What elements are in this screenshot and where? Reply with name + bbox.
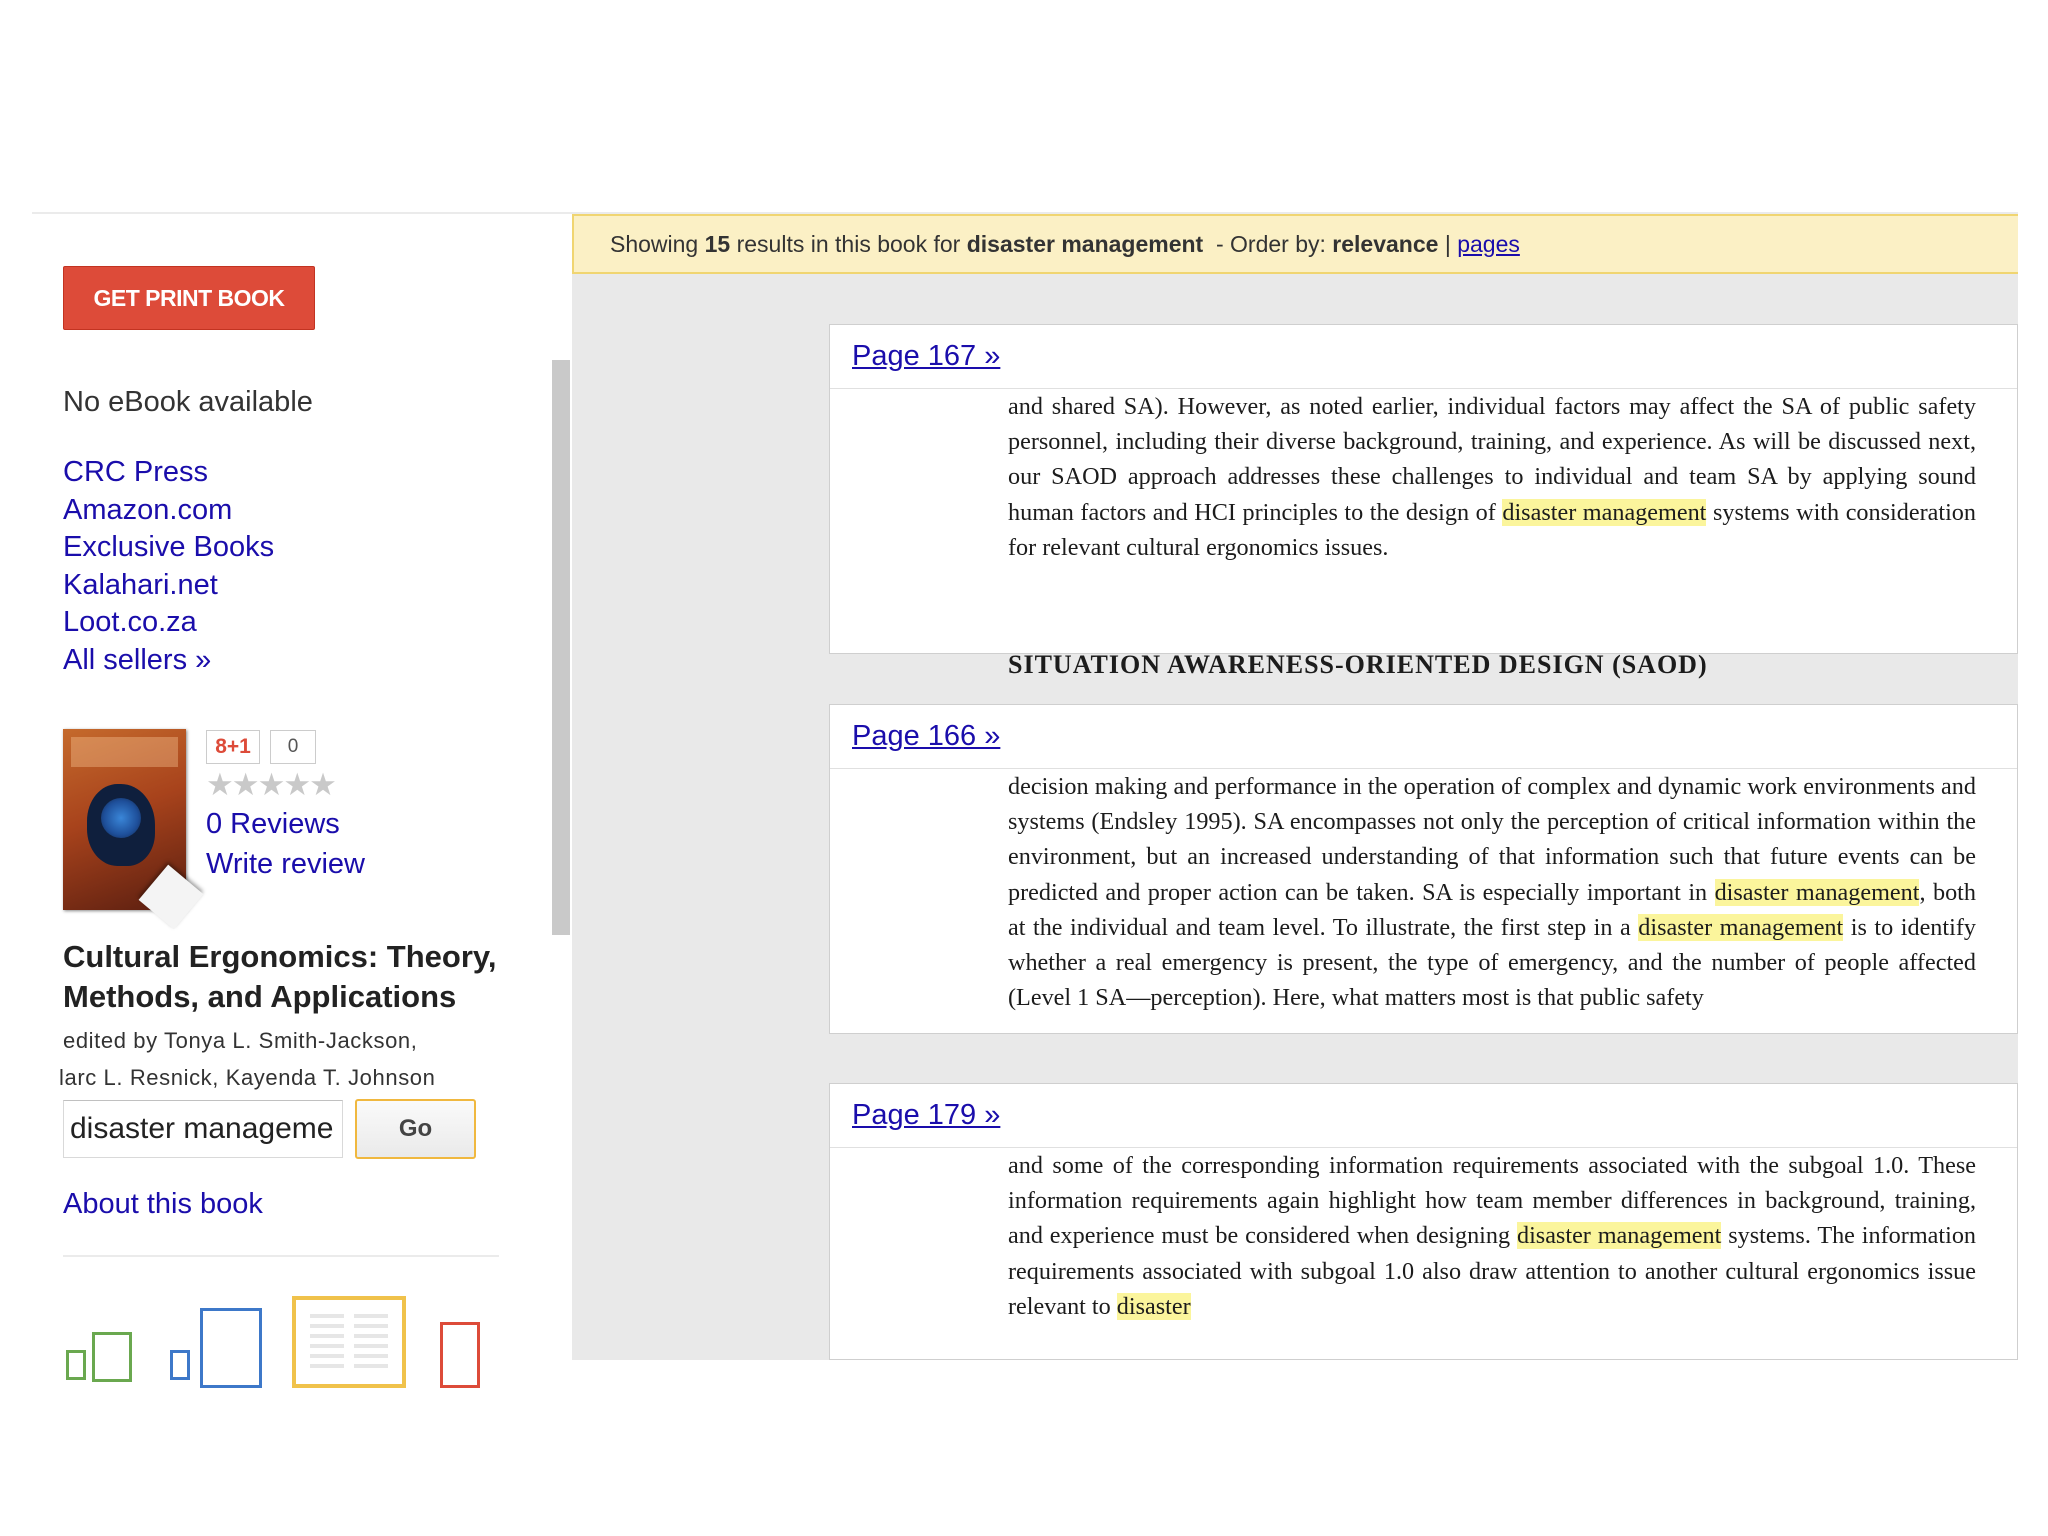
go-button[interactable]: Go — [355, 1099, 476, 1159]
google-plus-one-button[interactable]: 8+1 — [206, 730, 260, 764]
book-cover-image[interactable] — [63, 729, 186, 910]
search-in-book-input[interactable] — [63, 1100, 343, 1158]
seller-link-exclusive-books[interactable]: Exclusive Books — [63, 531, 275, 563]
about-this-book-link[interactable]: About this book — [63, 1188, 263, 1220]
reviews-link[interactable]: 0 Reviews — [206, 808, 340, 840]
results-count: 15 — [704, 230, 731, 257]
highlighted-term: disaster management — [1714, 878, 1920, 906]
seller-list — [63, 454, 274, 679]
order-separator: | — [1444, 230, 1451, 257]
page-curl — [139, 865, 204, 930]
result-item — [829, 704, 2018, 1034]
no-ebook-label: No eBook available — [63, 386, 313, 418]
highlighted-term: disaster management — [1502, 498, 1707, 526]
view-option-icon[interactable] — [92, 1332, 132, 1382]
snippet-text: and shared SA). However, as noted earlier, individual factors may affect the SA of public safety personnel, including their diverse background, training, and experience. As will be discussed next, our SAOD approach addresses these challenges to individual and team SA by applying sound human factors and HCI principles to the design of — [1008, 393, 1976, 526]
results-middle-text: results in this book for — [736, 230, 961, 257]
order-by-pages-link[interactable]: pages — [1457, 230, 1520, 257]
search-query: disaster management — [966, 230, 1204, 257]
order-label: - Order by: — [1215, 230, 1326, 257]
plus-one-count: 0 — [270, 730, 316, 764]
order-relevance: relevance — [1332, 230, 1439, 257]
book-editors — [59, 1022, 583, 1096]
snippet-text: , both at the individual and team level. To illustrate, the first step in a — [1008, 878, 1976, 941]
snippet-text: and some of the corresponding information requirements associated with the subgoal 1.0. These information requirements again highlight how team member differences in background, training, and experience must be considered when designing — [1008, 1152, 1976, 1250]
write-review-link[interactable]: Write review — [206, 848, 365, 880]
seller-link-loot[interactable]: Loot.co.za — [63, 606, 197, 638]
seller-link-kalahari[interactable]: Kalahari.net — [63, 568, 218, 601]
result-item — [829, 324, 2018, 679]
seller-link-crc-press[interactable]: CRC Press — [63, 456, 209, 488]
section-heading-cut: SITUATION AWARENESS-ORIENTED DESIGN (SAOD) — [1008, 650, 1708, 679]
page-link[interactable]: Page 179 » — [852, 1099, 1001, 1131]
highlighted-term: disaster management — [1516, 1222, 1722, 1250]
result-header — [830, 705, 2017, 769]
result-header — [830, 325, 2017, 389]
star-rating: ★★★★★ — [206, 767, 335, 802]
thumbnail-view-icon[interactable] — [440, 1322, 480, 1388]
page-link[interactable]: Page 167 » — [852, 340, 1001, 372]
search-results-panel — [572, 214, 2018, 1360]
seller-link-amazon[interactable]: Amazon.com — [63, 493, 233, 526]
sidebar-scrollbar[interactable] — [552, 360, 570, 935]
book-title: Cultural Ergonomics: Theory, Methods, and Applications — [63, 939, 497, 1014]
result-snippet — [1008, 389, 1976, 565]
two-page-view-icon[interactable] — [292, 1296, 406, 1388]
all-sellers-link[interactable]: All sellers » — [63, 643, 212, 676]
get-print-book-button[interactable]: GET PRINT BOOK — [63, 266, 315, 330]
snippet-text: decision making and performance in the operation of complex and dynamic work environments and systems (Endsley 1995). SA encompasses not only the perception of critical information within the environment, but an increased understanding of that information such that future events can be predicted and proper action can be taken. SA is especially important in — [1008, 773, 1976, 906]
result-header — [830, 1084, 2017, 1148]
editors-line-1: edited by Tonya L. Smith-Jackson, — [63, 1028, 418, 1053]
highlighted-term: disaster — [1116, 1292, 1191, 1320]
results-summary-bar — [572, 214, 2018, 274]
results-prefix: Showing — [610, 230, 699, 257]
view-option-icon-small — [170, 1350, 190, 1380]
result-snippet — [1008, 1148, 1976, 1324]
cover-title-band — [71, 737, 178, 767]
snippet-text: systems. The information requirements associated with subgoal 1.0 also draw attention to another cultural ergonomics issue relevant to — [1008, 1222, 1977, 1320]
result-item — [829, 1083, 2018, 1360]
snippet-text: is to identify whether a real emergency is present, the type of emergency, and the number of people affected (Level 1 SA—perception). Here, what matters most is that public safety — [1008, 913, 1976, 1012]
head-silhouette-icon — [87, 784, 155, 866]
snippet-text: systems with consideration for relevant cultural ergonomics issues. — [1008, 498, 1976, 561]
editors-line-2: larc L. Resnick, Kayenda T. Johnson — [59, 1065, 436, 1090]
sidebar — [0, 214, 570, 1360]
single-page-view-icon[interactable] — [200, 1308, 262, 1388]
page-link[interactable]: Page 166 » — [852, 720, 1001, 752]
highlighted-term: disaster management — [1638, 913, 1844, 941]
sidebar-divider — [63, 1255, 499, 1257]
view-option-icon-small — [66, 1350, 86, 1380]
result-snippet — [1008, 769, 1976, 1015]
